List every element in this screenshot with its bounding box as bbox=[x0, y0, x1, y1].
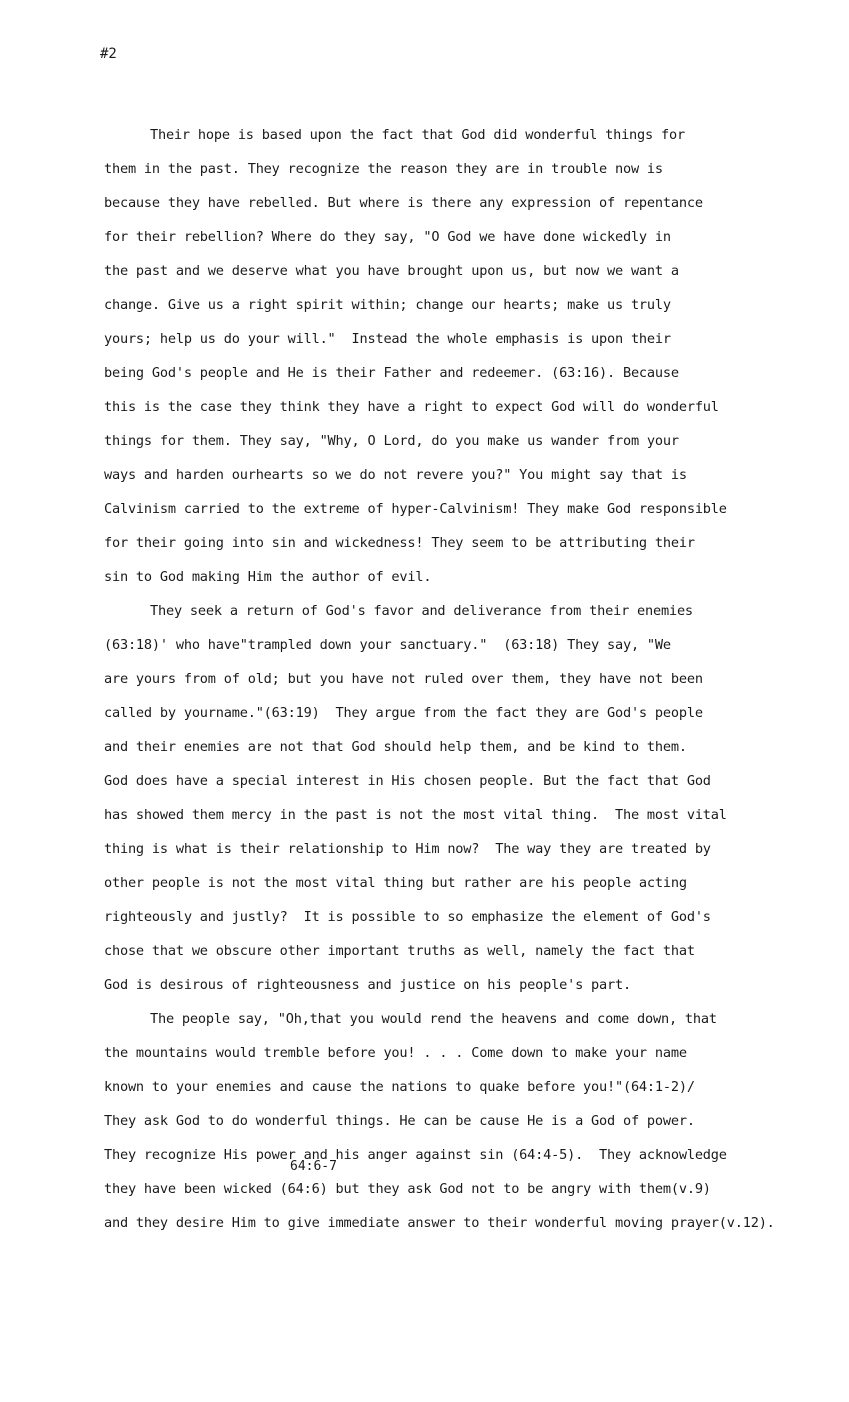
text-line: being God's people and He is their Father and redeemer. (63:16). Because bbox=[104, 365, 679, 381]
text-line: They recognize His power and his anger against sin (64:4-5). They acknowledge bbox=[104, 1147, 727, 1163]
text-line: chose that we obscure other important truths as well, namely the fact that bbox=[104, 943, 695, 959]
text-line: them in the past. They recognize the reason they are in trouble now is bbox=[104, 161, 663, 177]
text-line: thing is what is their relationship to Him now? The way they are treated by bbox=[104, 841, 711, 857]
text-line: for their rebellion? Where do they say, "O God we have done wickedly in bbox=[104, 229, 671, 245]
page-number: #2 bbox=[100, 46, 117, 62]
text-line: God is desirous of righteousness and justice on his people's part. bbox=[104, 977, 631, 993]
text-line: and they desire Him to give immediate answer to their wonderful moving prayer(v.12). bbox=[104, 1215, 775, 1231]
text-line: ways and harden ourhearts so we do not revere you?" You might say that is bbox=[104, 467, 687, 483]
text-line: called by yourname."(63:19) They argue from the fact they are God's people bbox=[104, 705, 703, 721]
text-line: Calvinism carried to the extreme of hyper-Calvinism! They make God responsible bbox=[104, 501, 727, 517]
text-line: They ask God to do wonderful things. He can be cause He is a God of power. bbox=[104, 1113, 695, 1129]
text-line: sin to God making Him the author of evil. bbox=[104, 569, 432, 585]
text-line: are yours from of old; but you have not ruled over them, they have not been bbox=[104, 671, 703, 687]
interlinear-note: 64:6-7 bbox=[290, 1159, 337, 1174]
text-line: They seek a return of God's favor and deliverance from their enemies bbox=[150, 603, 693, 619]
text-line: things for them. They say, "Why, O Lord, do you make us wander from your bbox=[104, 433, 679, 449]
text-line: because they have rebelled. But where is there any expression of repentance bbox=[104, 195, 703, 211]
text-line: change. Give us a right spirit within; change our hearts; make us truly bbox=[104, 297, 671, 313]
text-line: and their enemies are not that God should help them, and be kind to them. bbox=[104, 739, 687, 755]
text-line: righteously and justly? It is possible to so emphasize the element of God's bbox=[104, 909, 711, 925]
text-line: they have been wicked (64:6) but they ask God not to be angry with them(v.9) bbox=[104, 1181, 711, 1197]
text-line: the mountains would tremble before you! . . . Come down to make your name bbox=[104, 1045, 687, 1061]
text-line: Their hope is based upon the fact that God did wonderful things for bbox=[150, 127, 685, 143]
text-line: other people is not the most vital thing but rather are his people acting bbox=[104, 875, 687, 891]
text-line: for their going into sin and wickedness! They seem to be attributing their bbox=[104, 535, 695, 551]
text-line: has showed them mercy in the past is not the most vital thing. The most vital bbox=[104, 807, 727, 823]
text-line: God does have a special interest in His chosen people. But the fact that God bbox=[104, 773, 711, 789]
text-line: yours; help us do your will." Instead the whole emphasis is upon their bbox=[104, 331, 671, 347]
text-line: this is the case they think they have a right to expect God will do wonderful bbox=[104, 399, 719, 415]
text-line: known to your enemies and cause the nations to quake before you!"(64:1-2)/ bbox=[104, 1079, 695, 1095]
text-line: (63:18)' who have"trampled down your sanctuary." (63:18) They say, "We bbox=[104, 637, 671, 653]
text-line: the past and we deserve what you have brought upon us, but now we want a bbox=[104, 263, 679, 279]
text-line: The people say, "Oh,that you would rend the heavens and come down, that bbox=[150, 1011, 717, 1027]
